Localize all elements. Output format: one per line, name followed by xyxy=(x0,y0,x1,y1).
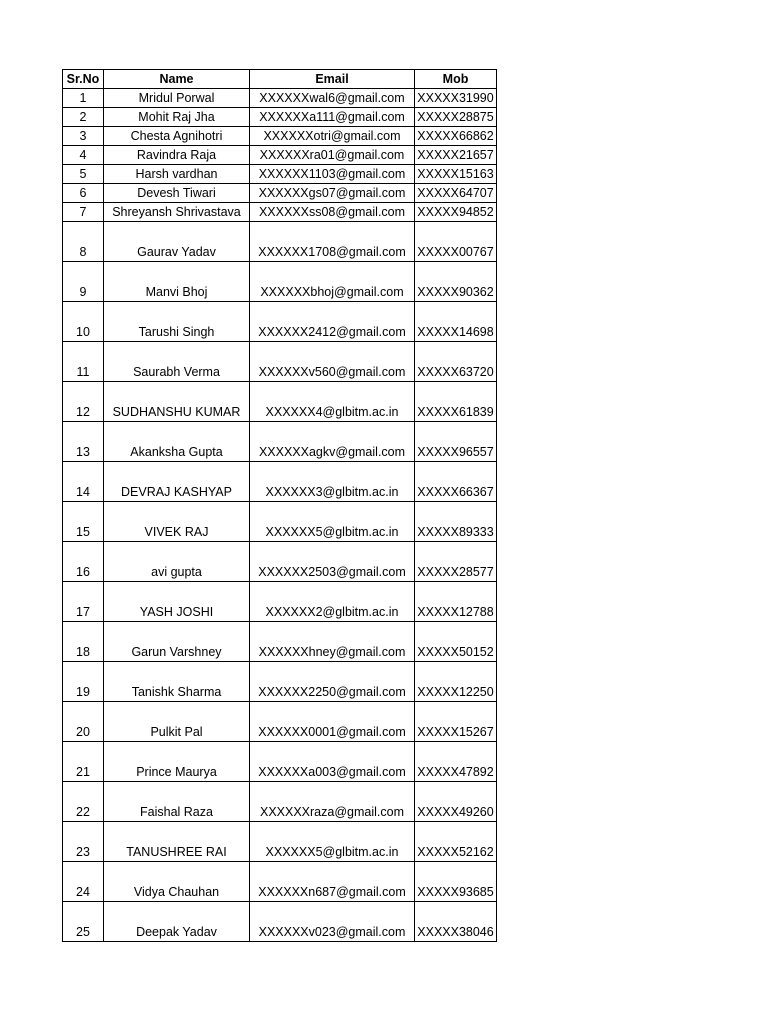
cell-email: XXXXXX0001@gmail.com xyxy=(250,702,415,742)
cell-email: XXXXXXv023@gmail.com xyxy=(250,902,415,942)
cell-name: Mohit Raj Jha xyxy=(104,108,250,127)
cell-name: VIVEK RAJ xyxy=(104,502,250,542)
cell-sr-no: 17 xyxy=(63,582,104,622)
cell-mob: XXXXX38046 xyxy=(415,902,497,942)
table-row xyxy=(63,146,497,165)
cell-sr-no: 23 xyxy=(63,822,104,862)
cell-sr-no: 9 xyxy=(63,262,104,302)
cell-email: XXXXXXv560@gmail.com xyxy=(250,342,415,382)
cell-mob: XXXXX89333 xyxy=(415,502,497,542)
cell-sr-no: 6 xyxy=(63,184,104,203)
header-name: Name xyxy=(104,70,250,89)
cell-mob: XXXXX96557 xyxy=(415,422,497,462)
cell-mob: XXXXX28875 xyxy=(415,108,497,127)
cell-email: XXXXXXotri@gmail.com xyxy=(250,127,415,146)
cell-name: Faishal Raza xyxy=(104,782,250,822)
cell-email: XXXXXX2250@gmail.com xyxy=(250,662,415,702)
table-row xyxy=(63,302,497,342)
table-row xyxy=(63,862,497,902)
cell-sr-no: 18 xyxy=(63,622,104,662)
table-row xyxy=(63,702,497,742)
cell-name: Saurabh Verma xyxy=(104,342,250,382)
cell-email: XXXXXXgs07@gmail.com xyxy=(250,184,415,203)
cell-name: DEVRAJ KASHYAP xyxy=(104,462,250,502)
table-row xyxy=(63,222,497,262)
cell-mob: XXXXX94852 xyxy=(415,203,497,222)
cell-email: XXXXXXwal6@gmail.com xyxy=(250,89,415,108)
cell-name: Tarushi Singh xyxy=(104,302,250,342)
cell-name: Ravindra Raja xyxy=(104,146,250,165)
cell-name: Garun Varshney xyxy=(104,622,250,662)
cell-email: XXXXXXraza@gmail.com xyxy=(250,782,415,822)
cell-sr-no: 1 xyxy=(63,89,104,108)
cell-email: XXXXXX1708@gmail.com xyxy=(250,222,415,262)
cell-sr-no: 25 xyxy=(63,902,104,942)
table-row xyxy=(63,902,497,942)
table-row xyxy=(63,742,497,782)
cell-mob: XXXXX12788 xyxy=(415,582,497,622)
cell-email: XXXXXXagkv@gmail.com xyxy=(250,422,415,462)
cell-sr-no: 16 xyxy=(63,542,104,582)
cell-sr-no: 3 xyxy=(63,127,104,146)
cell-sr-no: 19 xyxy=(63,662,104,702)
cell-email: XXXXXX5@glbitm.ac.in xyxy=(250,822,415,862)
cell-mob: XXXXX63720 xyxy=(415,342,497,382)
cell-sr-no: 22 xyxy=(63,782,104,822)
cell-email: XXXXXX3@glbitm.ac.in xyxy=(250,462,415,502)
cell-email: XXXXXXa003@gmail.com xyxy=(250,742,415,782)
table-body xyxy=(63,89,497,942)
cell-mob: XXXXX66367 xyxy=(415,462,497,502)
table-row xyxy=(63,822,497,862)
cell-mob: XXXXX00767 xyxy=(415,222,497,262)
cell-mob: XXXXX52162 xyxy=(415,822,497,862)
cell-mob: XXXXX31990 xyxy=(415,89,497,108)
cell-email: XXXXXXa111@gmail.com xyxy=(250,108,415,127)
cell-name: Pulkit Pal xyxy=(104,702,250,742)
cell-name: avi gupta xyxy=(104,542,250,582)
table-row xyxy=(63,108,497,127)
cell-mob: XXXXX28577 xyxy=(415,542,497,582)
cell-email: XXXXXX2412@gmail.com xyxy=(250,302,415,342)
cell-email: XXXXXXn687@gmail.com xyxy=(250,862,415,902)
cell-email: XXXXXX5@glbitm.ac.in xyxy=(250,502,415,542)
table-row xyxy=(63,422,497,462)
cell-name: Akanksha Gupta xyxy=(104,422,250,462)
cell-mob: XXXXX15163 xyxy=(415,165,497,184)
cell-sr-no: 12 xyxy=(63,382,104,422)
cell-sr-no: 8 xyxy=(63,222,104,262)
cell-mob: XXXXX61839 xyxy=(415,382,497,422)
cell-email: XXXXXXra01@gmail.com xyxy=(250,146,415,165)
cell-mob: XXXXX50152 xyxy=(415,622,497,662)
table-row xyxy=(63,662,497,702)
cell-sr-no: 21 xyxy=(63,742,104,782)
header-mob: Mob xyxy=(415,70,497,89)
table-row xyxy=(63,542,497,582)
table-row xyxy=(63,782,497,822)
cell-mob: XXXXX14698 xyxy=(415,302,497,342)
cell-name: Gaurav Yadav xyxy=(104,222,250,262)
header-sr-no: Sr.No xyxy=(63,70,104,89)
cell-sr-no: 7 xyxy=(63,203,104,222)
cell-sr-no: 14 xyxy=(63,462,104,502)
contacts-table xyxy=(62,69,497,942)
cell-name: Chesta Agnihotri xyxy=(104,127,250,146)
cell-mob: XXXXX49260 xyxy=(415,782,497,822)
table-row xyxy=(63,184,497,203)
table-row xyxy=(63,382,497,422)
table-row xyxy=(63,342,497,382)
cell-sr-no: 20 xyxy=(63,702,104,742)
cell-name: Harsh vardhan xyxy=(104,165,250,184)
table-row xyxy=(63,582,497,622)
cell-name: Shreyansh Shrivastava xyxy=(104,203,250,222)
table-row xyxy=(63,462,497,502)
cell-email: XXXXXX2@glbitm.ac.in xyxy=(250,582,415,622)
cell-mob: XXXXX64707 xyxy=(415,184,497,203)
cell-name: SUDHANSHU KUMAR xyxy=(104,382,250,422)
cell-mob: XXXXX47892 xyxy=(415,742,497,782)
cell-name: Vidya Chauhan xyxy=(104,862,250,902)
cell-name: Devesh Tiwari xyxy=(104,184,250,203)
header-email: Email xyxy=(250,70,415,89)
table-row xyxy=(63,165,497,184)
table-row xyxy=(63,89,497,108)
cell-name: Manvi Bhoj xyxy=(104,262,250,302)
cell-mob: XXXXX15267 xyxy=(415,702,497,742)
cell-sr-no: 5 xyxy=(63,165,104,184)
cell-name: YASH JOSHI xyxy=(104,582,250,622)
cell-email: XXXXXXhney@gmail.com xyxy=(250,622,415,662)
cell-email: XXXXXX1103@gmail.com xyxy=(250,165,415,184)
cell-mob: XXXXX66862 xyxy=(415,127,497,146)
cell-name: Prince Maurya xyxy=(104,742,250,782)
cell-mob: XXXXX12250 xyxy=(415,662,497,702)
cell-sr-no: 4 xyxy=(63,146,104,165)
cell-name: Tanishk Sharma xyxy=(104,662,250,702)
cell-sr-no: 10 xyxy=(63,302,104,342)
cell-name: Mridul Porwal xyxy=(104,89,250,108)
cell-name: TANUSHREE RAI xyxy=(104,822,250,862)
table-row xyxy=(63,127,497,146)
cell-email: XXXXXXss08@gmail.com xyxy=(250,203,415,222)
cell-name: Deepak Yadav xyxy=(104,902,250,942)
cell-mob: XXXXX90362 xyxy=(415,262,497,302)
cell-mob: XXXXX93685 xyxy=(415,862,497,902)
cell-email: XXXXXXbhoj@gmail.com xyxy=(250,262,415,302)
table-row xyxy=(63,622,497,662)
header-row xyxy=(63,70,497,89)
table-row xyxy=(63,262,497,302)
cell-sr-no: 15 xyxy=(63,502,104,542)
cell-email: XXXXXX2503@gmail.com xyxy=(250,542,415,582)
cell-email: XXXXXX4@glbitm.ac.in xyxy=(250,382,415,422)
cell-sr-no: 11 xyxy=(63,342,104,382)
table-row xyxy=(63,203,497,222)
table-row xyxy=(63,502,497,542)
cell-sr-no: 24 xyxy=(63,862,104,902)
cell-sr-no: 13 xyxy=(63,422,104,462)
cell-mob: XXXXX21657 xyxy=(415,146,497,165)
cell-sr-no: 2 xyxy=(63,108,104,127)
